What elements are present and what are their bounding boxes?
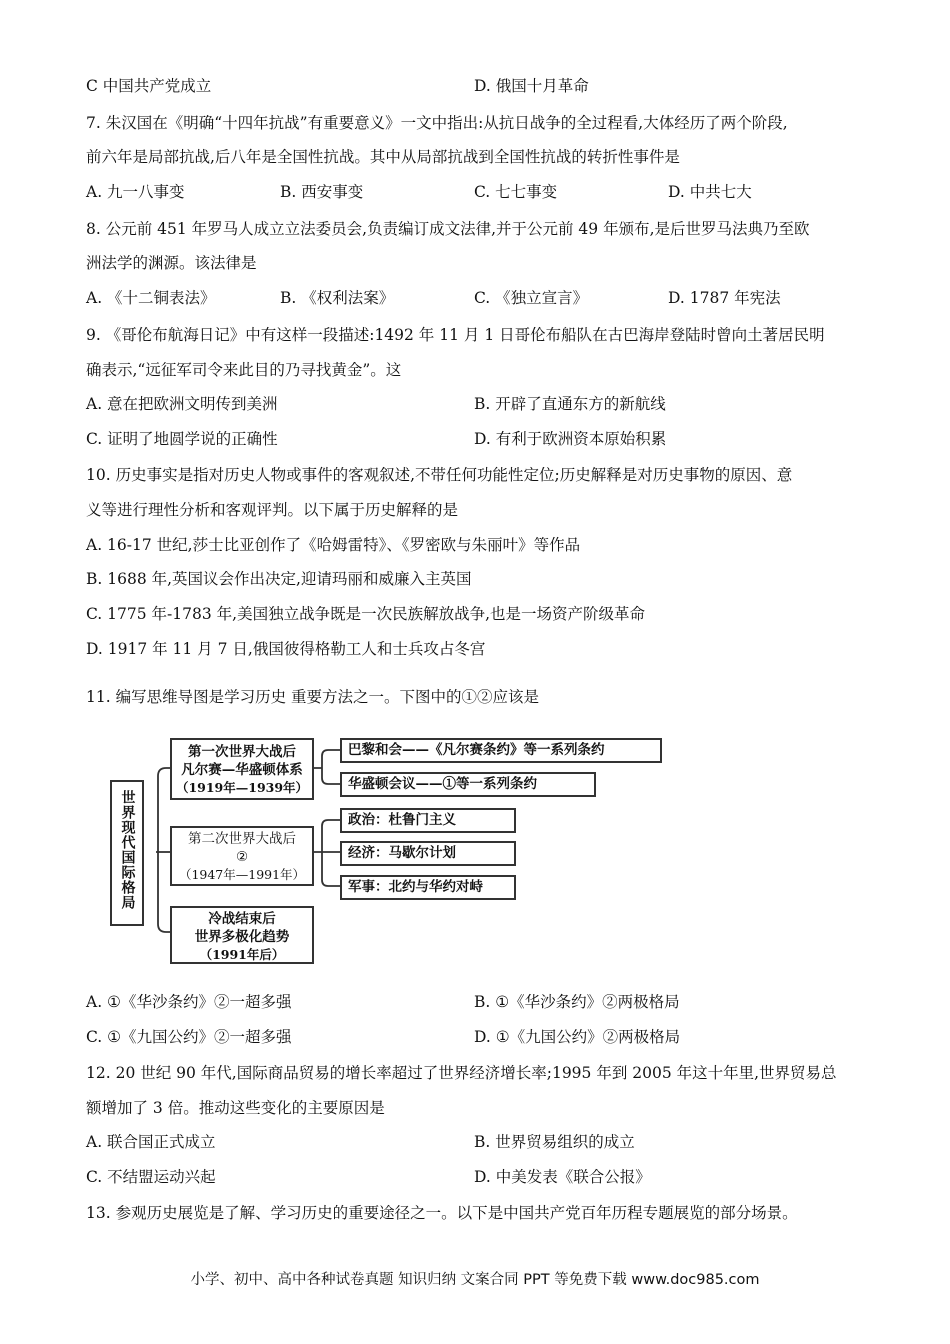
q12-option-d: D. 中美发表《联合公报》 bbox=[474, 1168, 651, 1186]
q9-option-c: C. 证明了地圆学说的正确性 bbox=[86, 430, 278, 448]
q10-option-a: A. 16-17 世纪,莎士比亚创作了《哈姆雷特》、《罗密欧与朱丽叶》等作品 bbox=[86, 536, 581, 554]
q10-stem-line2: 义等进行理性分析和客观评判。以下属于历史解释的是 bbox=[86, 501, 459, 519]
brace-to-period1 bbox=[156, 768, 170, 852]
q8-stem-line2: 洲法学的渊源。该法律是 bbox=[86, 254, 257, 272]
q7-option-b: B. 西安事变 bbox=[280, 183, 364, 201]
q10-stem-line1: 10. 历史事实是指对历史人物或事件的客观叙述,不带任何功能性定位;历史解释是对历史事物的原因、意 bbox=[86, 466, 793, 484]
period1-detail-paris bbox=[340, 738, 662, 763]
q6-option-c: C 中国共产党成立 bbox=[86, 77, 212, 95]
brace-period1-details bbox=[314, 750, 340, 784]
q9-option-d: D. 有利于欧洲资本原始积累 bbox=[474, 430, 667, 448]
q10-option-d: D. 1917 年 11 月 7 日,俄国彼得格勒工人和士兵攻占冬宫 bbox=[86, 640, 486, 658]
period3-line2: 世界多极化趋势 bbox=[194, 929, 290, 945]
q8-option-d: D. 1787 年宪法 bbox=[668, 289, 781, 307]
period1-detail-washington-text: 华盛顿会议——①等一系列条约 bbox=[348, 776, 537, 792]
q12-stem-line2: 额增加了 3 倍。推动这些变化的主要原因是 bbox=[86, 1099, 385, 1117]
period1-detail-washington bbox=[340, 772, 596, 797]
period2-detail-economy-text: 经济：马歇尔计划 bbox=[348, 845, 456, 861]
period2-detail-politics bbox=[340, 808, 516, 833]
brace-period2-details bbox=[314, 820, 340, 886]
q11-stem-line1: 11. 编写思维导图是学习历史 重要方法之一。下图中的①②应该是 bbox=[86, 688, 540, 706]
period1-detail-paris-text: 巴黎和会——《凡尔赛条约》等一系列条约 bbox=[348, 742, 605, 758]
period2-detail-economy bbox=[340, 841, 516, 866]
mind-map-diagram bbox=[108, 734, 668, 966]
q12-option-b: B. 世界贸易组织的成立 bbox=[474, 1133, 635, 1151]
period3-line1: 冷战结束后 bbox=[208, 911, 276, 927]
period1-line3: （1919年—1939年） bbox=[175, 780, 309, 795]
q12-stem-line1: 12. 20 世纪 90 年代,国际商品贸易的增长率超过了世界经济增长率;1995 年到 2005 年这十年里,世界贸易总 bbox=[86, 1064, 837, 1082]
brace-to-period3 bbox=[158, 852, 170, 932]
period2-line1: 第二次世界大战后 bbox=[188, 831, 296, 847]
q7-option-c: C. 七七事变 bbox=[474, 183, 558, 201]
q8-stem-line1: 8. 公元前 451 年罗马人成立立法委员会,负责编订成文法律,并于公元前 49 年颁布,是后世罗马法典乃至欧 bbox=[86, 220, 810, 238]
q9-stem-line2: 确表示,“远征军司令来此目的乃寻找黄金”。这 bbox=[86, 361, 402, 379]
q11-option-c: C. ①《九国公约》②一超多强 bbox=[86, 1028, 292, 1046]
q11-option-d: D. ①《九国公约》②两极格局 bbox=[474, 1028, 681, 1046]
period2-line3: （1947年—1991年） bbox=[178, 867, 306, 882]
q11-option-a: A. ①《华沙条约》②一超多强 bbox=[86, 993, 292, 1011]
period2-line2: ② bbox=[235, 849, 249, 865]
q13-stem-line1: 13. 参观历史展览是了解、学习历史的重要途径之一。以下是中国共产党百年历程专题展览的部分场景。 bbox=[86, 1204, 798, 1222]
q7-stem-line1: 7. 朱汉国在《明确“十四年抗战”有重要意义》一文中指出:从抗日战争的全过程看,大体经历了两个阶段, bbox=[86, 114, 788, 132]
period1-box bbox=[170, 738, 314, 800]
period1-line2: 凡尔赛—华盛顿体系 bbox=[181, 762, 303, 778]
q6-option-d: D. 俄国十月革命 bbox=[474, 77, 589, 95]
q10-option-c: C. 1775 年-1783 年,美国独立战争既是一次民族解放战争,也是一场资产阶级革命 bbox=[86, 605, 646, 623]
q12-option-a: A. 联合国正式成立 bbox=[86, 1133, 216, 1151]
period2-box bbox=[170, 826, 314, 886]
period2-detail-military bbox=[340, 875, 516, 900]
q7-option-a: A. 九一八事变 bbox=[86, 183, 185, 201]
q8-option-c: C. 《独立宣言》 bbox=[474, 289, 589, 307]
period3-box bbox=[170, 906, 314, 964]
page-footer: 小学、初中、高中各种试卷真题 知识归纳 文案合同 PPT 等免费下载 www.doc985.com bbox=[190, 1272, 760, 1288]
q11-option-b: B. ①《华沙条约》②两极格局 bbox=[474, 993, 680, 1011]
q9-stem-line1: 9. 《哥伦布航海日记》中有这样一段描述:1492 年 11 月 1 日哥伦布船队在古巴海岸登陆时曾向土著居民明 bbox=[86, 326, 825, 344]
q9-option-a: A. 意在把欧洲文明传到美洲 bbox=[86, 395, 278, 413]
q8-option-a: A. 《十二铜表法》 bbox=[86, 289, 216, 307]
q7-stem-line2: 前六年是局部抗战,后八年是全国性抗战。其中从局部抗战到全国性抗战的转折性事件是 bbox=[86, 148, 680, 166]
q8-option-b: B. 《权利法案》 bbox=[280, 289, 395, 307]
root-box bbox=[110, 780, 144, 926]
q10-option-b: B. 1688 年,英国议会作出决定,迎请玛丽和威廉入主英国 bbox=[86, 570, 472, 588]
period2-detail-politics-text: 政治：杜鲁门主义 bbox=[348, 812, 456, 828]
period3-line3: （1991年后） bbox=[199, 947, 285, 962]
period2-detail-military-text: 军事：北约与华约对峙 bbox=[348, 879, 483, 895]
q7-option-d: D. 中共七大 bbox=[668, 183, 752, 201]
q12-option-c: C. 不结盟运动兴起 bbox=[86, 1168, 216, 1186]
root-label: 世界现代国际格局 bbox=[119, 790, 136, 910]
q9-option-b: B. 开辟了直通东方的新航线 bbox=[474, 395, 666, 413]
period1-line1: 第一次世界大战后 bbox=[188, 744, 296, 760]
